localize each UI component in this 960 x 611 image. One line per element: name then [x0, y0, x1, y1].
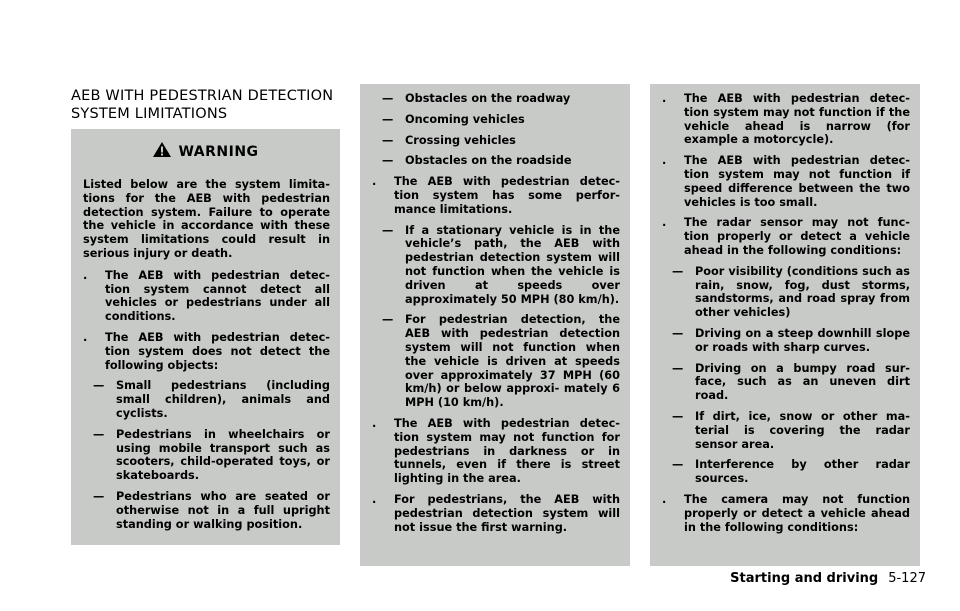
bullet-mark: .: [83, 268, 88, 282]
dash-text: Obstacles on the roadside: [405, 154, 572, 168]
warning-triangle-icon: [152, 141, 172, 162]
bullet-text: The AEB with pedestrian detec- tion system has some perfor- mance limitations.: [394, 175, 620, 216]
dash-text: If dirt, ice, snow or other ma- terial is covering the radar sensor area.: [695, 409, 910, 451]
dash-text: Poor visibility (conditions such as rain, snow, fog, dust storms, sandstorms, and road spray from other vehicles): [695, 264, 910, 320]
dash-mark: —: [382, 133, 394, 147]
list-item: [662, 216, 910, 257]
dash-text: For pedestrian detection, the AEB with pedestrian detection system will not function when the vehicle is driven at speeds over approximately 37 MPH (60 km/h) or below approxi- mately 6 MPH (10 km/h).: [405, 313, 620, 410]
warning-box-continued-2: [650, 84, 920, 566]
list-item: [83, 269, 330, 324]
warning-box-continued-1: [360, 84, 630, 566]
sub-list-item: [382, 92, 620, 106]
page-footer: [730, 571, 926, 586]
list-item: [372, 417, 620, 486]
sub-list-item: [672, 458, 910, 486]
sub-list-item: [93, 490, 330, 531]
footer-section-title: Starting and driving: [730, 571, 879, 586]
sub-list-item: [93, 428, 330, 483]
list-item: [83, 331, 330, 372]
sub-list-item: [672, 410, 910, 451]
dash-text: If a stationary vehicle is in the vehicle’s path, the AEB with pedestrian detection system will not function when the vehicle is driven at speeds over approximately 50 MPH (80 km/h).: [405, 223, 620, 306]
dash-text: Pedestrians in wheelchairs or using mobile transport such as scooters, child-operated toys, or skateboards.: [116, 427, 330, 483]
warning-box: [71, 129, 340, 545]
bullet-mark: .: [662, 154, 667, 168]
warning-title: WARNING: [178, 144, 259, 160]
dash-text: Driving on a steep downhill slope or roads with sharp curves.: [695, 326, 910, 354]
list-item: [372, 493, 620, 534]
sub-list-item: [672, 327, 910, 355]
bullet-mark: .: [372, 175, 377, 189]
dash-mark: —: [93, 379, 105, 393]
list-item: [662, 493, 910, 534]
dash-text: Crossing vehicles: [405, 133, 516, 147]
dash-mark: —: [672, 326, 684, 340]
bullet-text: The AEB with pedestrian detec- tion system cannot detect all vehicles or pedestrians under all conditions.: [105, 268, 330, 324]
heading-line-1: AEB WITH PEDESTRIAN DETECTION: [71, 88, 334, 104]
dash-mark: —: [672, 264, 684, 278]
bullet-text: The AEB with pedestrian detec- tion system does not detect the following objects:: [105, 330, 330, 372]
dash-mark: —: [382, 92, 394, 105]
sub-list-item: [672, 265, 910, 320]
bullet-text: For pedestrians, the AEB with pedestrian detection system will not issue the first warning.: [394, 492, 620, 534]
warning-content: [71, 163, 340, 531]
dash-mark: —: [672, 458, 684, 472]
dash-mark: —: [382, 223, 394, 237]
bullet-text: The radar sensor may not func- tion properly or detect a vehicle ahead in the following conditions:: [684, 216, 910, 257]
dash-text: Interference by other radar sources.: [695, 458, 910, 486]
warning-intro: Listed below are the system limita- tions for the AEB with pedestrian detection system. Failure to operate the vehicle in accordance with these system limitations could result in serious injury or death.: [83, 178, 330, 260]
sub-list-item: [382, 113, 620, 127]
dash-mark: —: [93, 427, 105, 441]
dash-text: Driving on a bumpy road sur- face, such as an uneven dirt road.: [695, 361, 910, 403]
dash-mark: —: [93, 489, 105, 503]
list-item: [372, 175, 620, 216]
page-number: 5-127: [888, 571, 926, 586]
dash-text: Obstacles on the roadway: [405, 92, 571, 105]
dash-mark: —: [672, 409, 684, 423]
bullet-text: The AEB with pedestrian detec- tion system may not function if speed difference between the two vehicles is too small.: [684, 154, 910, 209]
dash-mark: —: [382, 313, 394, 327]
dash-mark: —: [672, 361, 684, 375]
warning-header: [71, 141, 340, 163]
section-heading: [71, 87, 361, 123]
list-item: [662, 92, 910, 147]
dash-mark: —: [382, 112, 394, 126]
dash-mark: —: [382, 154, 394, 168]
sub-list-item: [672, 362, 910, 403]
warning-content: [650, 84, 920, 534]
bullet-mark: .: [83, 330, 88, 344]
dash-text: Oncoming vehicles: [405, 112, 525, 126]
sub-list-item: [382, 313, 620, 410]
sub-list-item: [382, 154, 620, 168]
bullet-mark: .: [662, 492, 667, 506]
sub-list-item: [93, 379, 330, 420]
bullet-text: The camera may not function properly or detect a vehicle ahead in the following conditions:: [684, 492, 910, 534]
list-item: [662, 154, 910, 209]
bullet-mark: .: [372, 492, 377, 506]
sub-list-item: [382, 224, 620, 307]
bullet-mark: .: [662, 216, 667, 230]
bullet-mark: .: [662, 92, 667, 105]
bullet-text: The AEB with pedestrian detec- tion system may not function for pedestrians in darkness or in tunnels, even if there is street lighting in the area.: [394, 416, 620, 486]
dash-text: Pedestrians who are seated or otherwise not in a full upright standing or walking position.: [116, 489, 330, 531]
sub-list-item: [382, 134, 620, 148]
warning-content: [360, 84, 630, 534]
bullet-text: The AEB with pedestrian detec- tion system may not function if the vehicle ahead is narrow (for example a motorcycle).: [684, 92, 910, 147]
dash-text: Small pedestrians (including small children), animals and cyclists.: [116, 379, 330, 420]
bullet-mark: .: [372, 416, 377, 430]
heading-line-2: SYSTEM LIMITATIONS: [71, 106, 228, 122]
